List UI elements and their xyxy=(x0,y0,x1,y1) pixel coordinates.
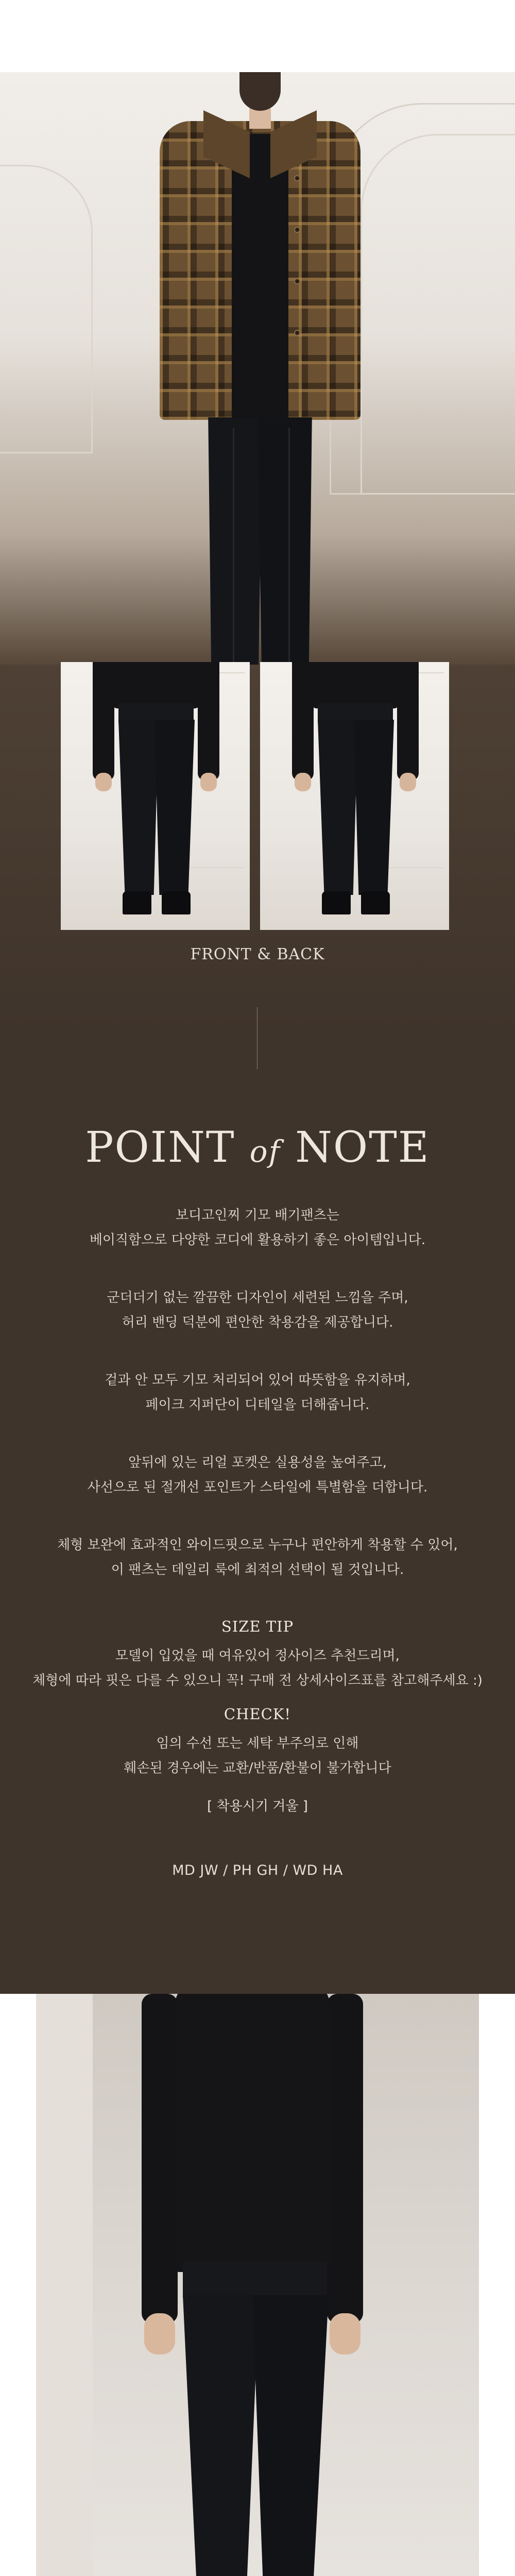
front-back-caption: FRONT & BACK xyxy=(190,945,325,963)
detail-model-photo xyxy=(36,1994,479,2576)
size-tip-line: 체형에 따라 핏은 다를 수 있으니 꼭! 구매 전 상세사이즈표를 참고해주세요 :) xyxy=(32,1673,483,1688)
title-note: NOTE xyxy=(295,1123,430,1172)
front-hand-left xyxy=(95,773,112,791)
jacket-button xyxy=(294,175,300,181)
front-view-photo xyxy=(61,662,250,930)
front-shoe-left xyxy=(123,891,151,914)
back-torso xyxy=(312,662,399,708)
back-hand-right xyxy=(400,773,416,791)
description-line: 이 팬츠는 데일리 룩에 최적의 선택이 될 것입니다. xyxy=(111,1562,404,1578)
back-view-photo xyxy=(260,662,449,930)
description-line: 사선으로 된 절개선 포인트가 스타일에 특별함을 더합니다. xyxy=(87,1480,428,1495)
title-point: POINT xyxy=(85,1123,235,1172)
hero-arch-decoration-left xyxy=(0,165,93,453)
back-shoe-left xyxy=(322,891,351,914)
description-line: 보디고인찌 기모 배기팬츠는 xyxy=(176,1208,339,1223)
jacket-button xyxy=(294,227,300,233)
size-tip-heading: SIZE TIP xyxy=(221,1618,294,1635)
description-line: 겉과 안 모두 기모 처리되어 있어 따뜻함을 유지하며, xyxy=(105,1372,410,1388)
check-heading: CHECK! xyxy=(224,1705,291,1723)
hero-arch-decoration-inner xyxy=(360,134,515,495)
back-shoe-right xyxy=(361,891,390,914)
size-tip-line: 모델이 입었을 때 여유있어 정사이즈 추천드리며, xyxy=(115,1648,400,1664)
detail-arm-left xyxy=(142,1994,178,2324)
front-leg-right xyxy=(154,720,195,895)
check-line: 훼손된 경우에는 교환/반품/환불이 불가합니다 xyxy=(124,1760,391,1776)
back-leg-left xyxy=(318,720,358,895)
point-of-note-title xyxy=(0,1123,515,1172)
detail-torso xyxy=(175,1994,330,2272)
front-shoe-right xyxy=(162,891,191,914)
front-hand-right xyxy=(200,773,217,791)
description-paragraph-5 xyxy=(0,1533,515,1582)
detail-wall xyxy=(36,1994,93,2576)
check-text xyxy=(0,1731,515,1781)
description-line: 앞뒤에 있는 리얼 포켓은 실용성을 높여주고, xyxy=(128,1455,387,1470)
jacket-button xyxy=(294,330,300,336)
size-tip-text xyxy=(0,1643,515,1693)
description-line: 페이크 지퍼단이 디테일을 더해줍니다. xyxy=(145,1397,370,1413)
description-line: 체형 보완에 효과적인 와이드핏으로 누구나 편안하게 착용할 수 있어, xyxy=(57,1537,458,1553)
hero-model-photo xyxy=(0,72,515,665)
description-paragraph-4 xyxy=(0,1450,515,1500)
pants-crease xyxy=(233,428,234,665)
bottom-section xyxy=(0,1994,515,2576)
description-paragraph-3 xyxy=(0,1368,515,1417)
detail-leg-left xyxy=(183,2295,259,2576)
detail-hand-left xyxy=(144,2313,175,2354)
model-codes: MD JW / PH GH / WD HA xyxy=(172,1862,343,1878)
description-paragraph-2 xyxy=(0,1285,515,1335)
back-leg-right xyxy=(354,720,394,895)
front-leg-left xyxy=(118,720,159,895)
pants-crease xyxy=(288,428,290,665)
model-jacket-opening xyxy=(232,134,288,417)
description-paragraph-1 xyxy=(0,1203,515,1252)
wearing-season: [ 착용시기 겨울 ] xyxy=(207,1799,308,1814)
front-arm-right xyxy=(198,662,219,781)
title-of: of xyxy=(249,1134,281,1169)
model-pants-right-leg xyxy=(258,417,317,665)
back-arm-right xyxy=(397,662,419,781)
check-line: 임의 수선 또는 세탁 부주의로 인해 xyxy=(156,1736,359,1751)
detail-arm-right xyxy=(327,1994,363,2324)
back-arm-left xyxy=(292,662,314,781)
front-arm-left xyxy=(93,662,114,781)
model-neck xyxy=(249,108,271,129)
jacket-button xyxy=(294,278,300,284)
back-hand-left xyxy=(295,773,311,791)
description-line: 군더더기 없는 깔끔한 디자인이 세련된 느낌을 주며, xyxy=(107,1290,408,1306)
vertical-divider xyxy=(257,1007,258,1069)
detail-leg-right xyxy=(252,2295,329,2576)
front-torso xyxy=(112,662,200,708)
description-line: 베이직함으로 다양한 코디에 활용하기 좋은 아이템입니다. xyxy=(89,1232,426,1248)
front-back-photos xyxy=(61,662,452,930)
description-line: 허리 밴딩 덕분에 편안한 착용감을 제공합니다. xyxy=(122,1315,393,1330)
detail-hand-right xyxy=(330,2313,360,2354)
detail-waistband xyxy=(183,2262,327,2298)
